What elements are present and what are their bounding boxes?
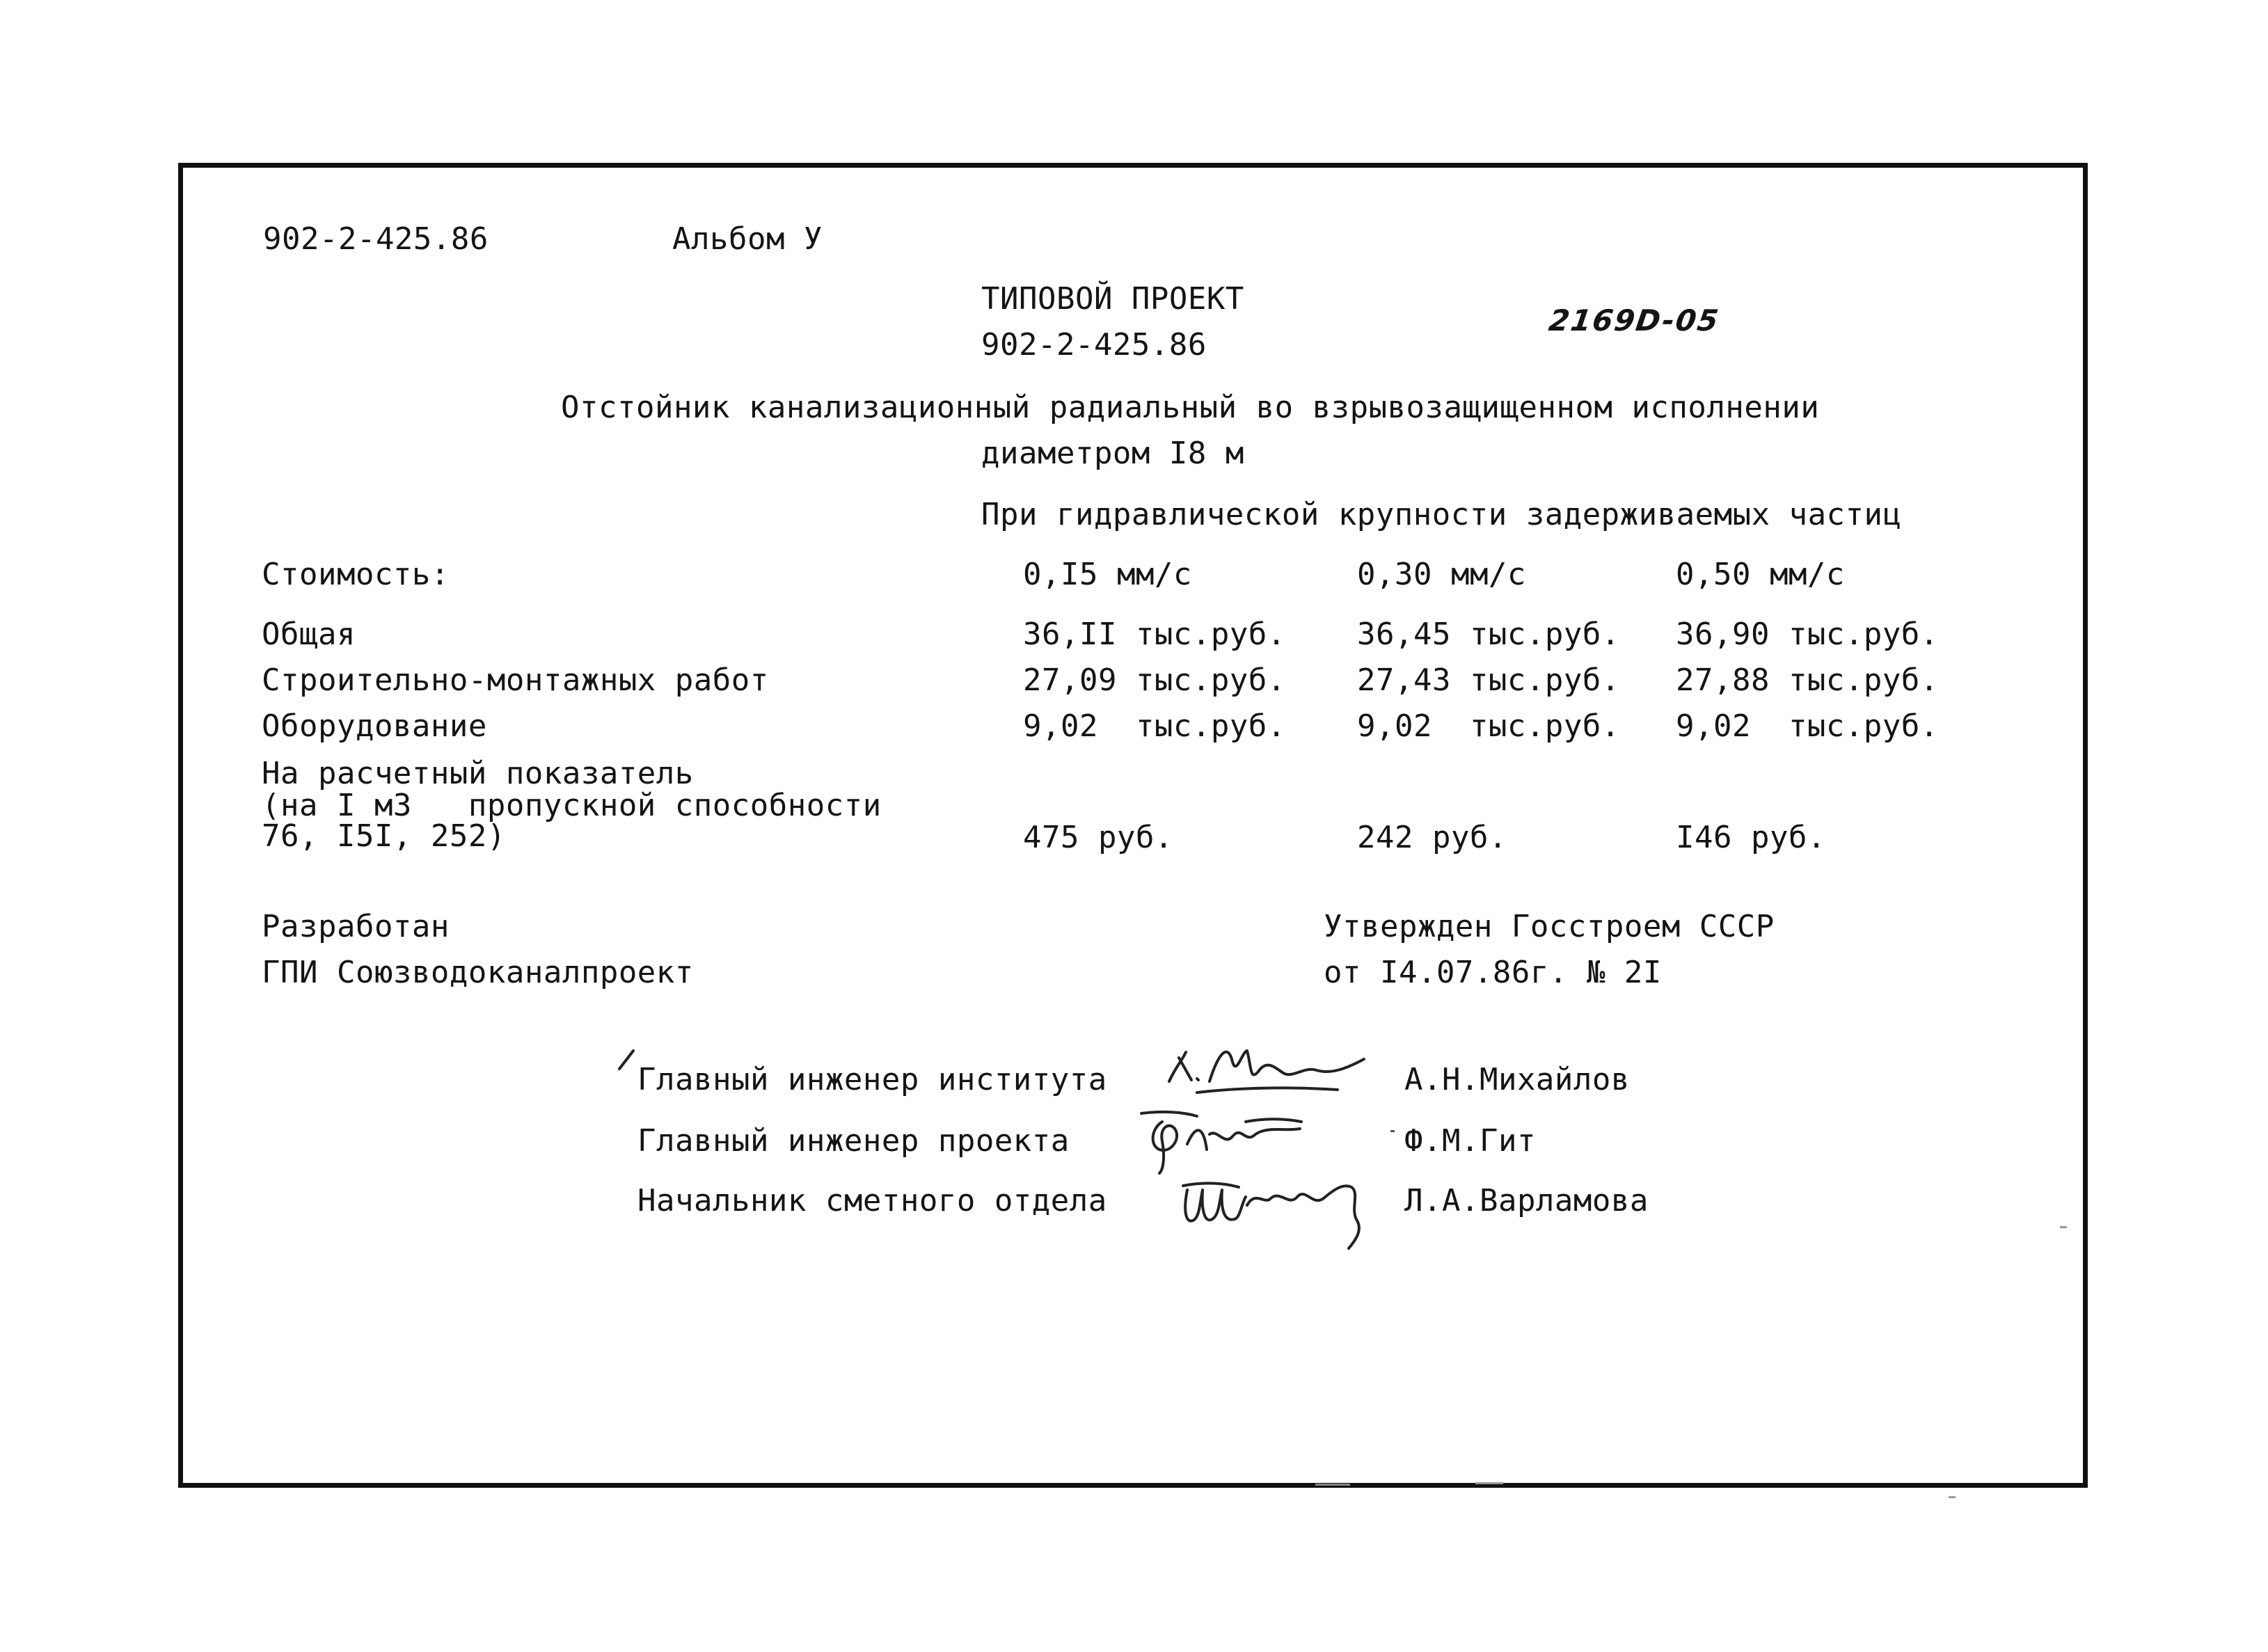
signature-role-1: Главный инженер института [637, 1062, 1107, 1097]
indicator-line-3: 76, I5I, 252) [262, 818, 506, 854]
indicator-value-1: 475 руб. [1023, 820, 1173, 855]
scan-speck [1949, 1496, 1956, 1498]
cost-caption: При гидравлической крупности задерживаемых частиц [981, 497, 1902, 532]
scan-speck [2060, 1226, 2067, 1228]
cell-equipment-2: 9,02 тыс.руб. [1357, 708, 1620, 744]
indicator-line-1: На расчетный показатель [262, 756, 694, 791]
approval-line-2: от I4.07.86г. № 2I [1324, 955, 1662, 990]
cell-equipment-1: 9,02 тыс.руб. [1023, 708, 1286, 744]
project-code: 902-2-425.86 [981, 327, 1207, 363]
signature-role-2: Главный инженер проекта [637, 1123, 1070, 1159]
indicator-value-3: I46 руб. [1676, 820, 1826, 855]
developer-label: Разработан [262, 909, 450, 944]
column-header-2: 0,30 мм/с [1357, 557, 1526, 592]
scan-speck [1475, 1482, 1503, 1484]
cell-total-3: 36,90 тыс.руб. [1676, 617, 1939, 652]
approval-line-1: Утвержден Госстроем СССР [1324, 909, 1775, 944]
signature-role-3: Начальник сметного отдела [637, 1183, 1107, 1218]
cell-equipment-3: 9,02 тыс.руб. [1676, 708, 1939, 744]
indicator-line-2: (на I м3 пропускной способности [262, 788, 882, 823]
signature-varlamova [1169, 1162, 1378, 1253]
cell-total-1: 36,II тыс.руб. [1023, 617, 1286, 652]
inventory-number: 2169D-05 [1546, 303, 1722, 337]
header-code: 902-2-425.86 [263, 221, 489, 257]
row-label-equipment: Оборудование [262, 708, 487, 744]
signature-mikhailov [1155, 1038, 1385, 1108]
signature-name-1: А.Н.Михайлов [1404, 1062, 1630, 1097]
developer-org: ГПИ Союзводоканалпроект [262, 955, 694, 990]
tick-mark [615, 1048, 636, 1076]
cell-construction-3: 27,88 тыс.руб. [1676, 662, 1939, 698]
dot-mark [1390, 1130, 1395, 1132]
cell-construction-1: 27,09 тыс.руб. [1023, 662, 1286, 698]
cost-label: Стоимость: [262, 557, 450, 592]
cell-total-2: 36,45 тыс.руб. [1357, 617, 1620, 652]
signature-name-3: Л.А.Варламова [1404, 1183, 1649, 1218]
cell-construction-2: 27,43 тыс.руб. [1357, 662, 1620, 698]
row-label-construction: Строительно-монтажных работ [262, 662, 769, 698]
column-header-3: 0,50 мм/с [1676, 557, 1845, 592]
title-line-1: Отстойник канализационный радиальный во взрывозащищенном исполнении [561, 390, 1820, 425]
title-line-2: диаметром I8 м [981, 436, 1244, 471]
column-header-1: 0,I5 мм/с [1023, 557, 1192, 592]
indicator-value-2: 242 руб. [1357, 820, 1507, 855]
signature-name-2: Ф.М.Гит [1404, 1123, 1536, 1159]
scan-speck [1315, 1484, 1350, 1486]
project-type: ТИПОВОЙ ПРОЕКТ [981, 281, 1244, 317]
row-label-total: Общая [262, 617, 356, 652]
album-label: Альбом У [672, 221, 823, 257]
